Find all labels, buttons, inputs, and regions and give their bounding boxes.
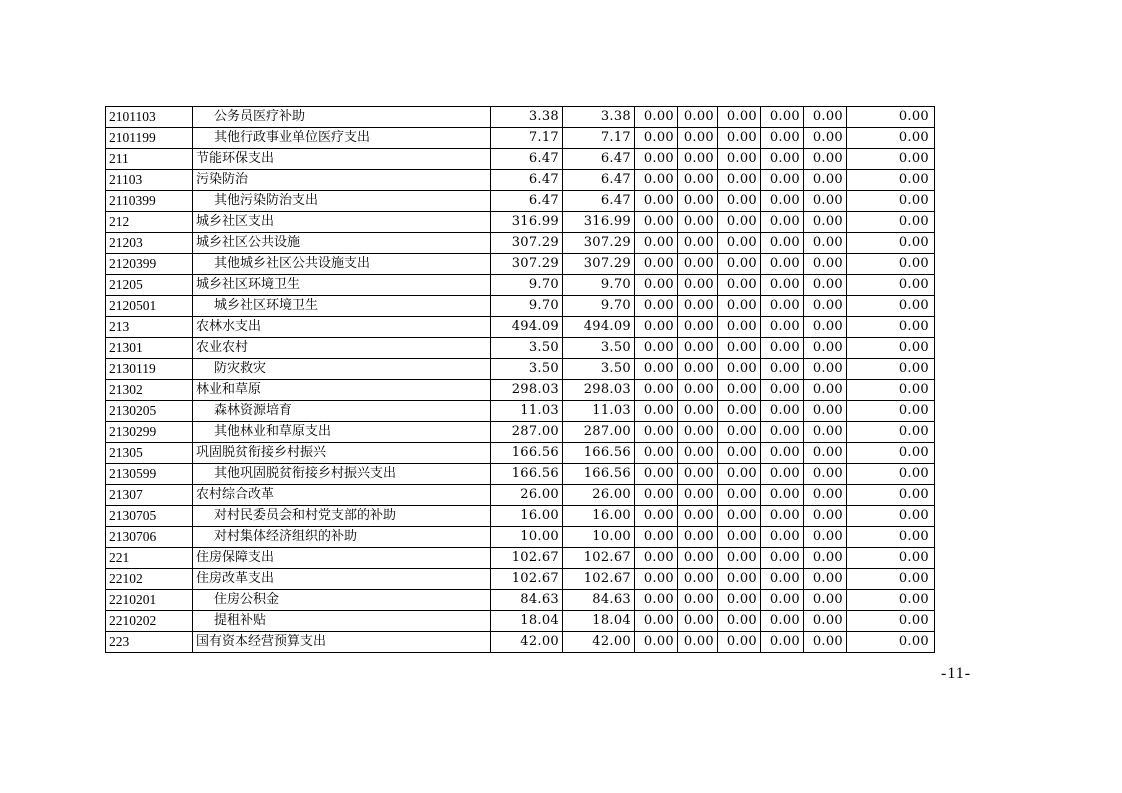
amount-cell: 0.00 bbox=[635, 212, 678, 233]
amount-cell: 0.00 bbox=[678, 527, 718, 548]
total-amount-cell: 3.38 bbox=[491, 107, 563, 128]
function-name-cell: 城乡社区环境卫生 bbox=[193, 296, 491, 317]
total-amount-cell: 18.04 bbox=[491, 611, 563, 632]
amount-cell: 0.00 bbox=[678, 590, 718, 611]
amount-cell: 0.00 bbox=[678, 317, 718, 338]
amount-cell: 0.00 bbox=[718, 191, 761, 212]
amount-cell: 287.00 bbox=[563, 422, 635, 443]
amount-cell: 9.70 bbox=[563, 275, 635, 296]
table-row bbox=[106, 296, 935, 317]
function-name-cell: 城乡社区公共设施 bbox=[193, 233, 491, 254]
amount-cell: 0.00 bbox=[718, 338, 761, 359]
total-amount-cell: 26.00 bbox=[491, 485, 563, 506]
amount-cell: 0.00 bbox=[761, 149, 804, 170]
amount-cell: 0.00 bbox=[761, 401, 804, 422]
amount-cell: 0.00 bbox=[718, 611, 761, 632]
function-name-cell: 其他行政事业单位医疗支出 bbox=[193, 128, 491, 149]
function-code-cell: 2120501 bbox=[106, 296, 193, 317]
amount-cell: 0.00 bbox=[847, 170, 935, 191]
total-amount-cell: 84.63 bbox=[491, 590, 563, 611]
amount-cell: 0.00 bbox=[847, 380, 935, 401]
function-code-cell: 2130205 bbox=[106, 401, 193, 422]
function-code-cell: 2210202 bbox=[106, 611, 193, 632]
amount-cell: 0.00 bbox=[635, 338, 678, 359]
total-amount-cell: 307.29 bbox=[491, 233, 563, 254]
function-name-cell: 对村集体经济组织的补助 bbox=[193, 527, 491, 548]
amount-cell: 0.00 bbox=[678, 506, 718, 527]
amount-cell: 0.00 bbox=[847, 485, 935, 506]
table-row bbox=[106, 527, 935, 548]
amount-cell: 0.00 bbox=[635, 191, 678, 212]
amount-cell: 0.00 bbox=[847, 107, 935, 128]
amount-cell: 0.00 bbox=[635, 149, 678, 170]
total-amount-cell: 7.17 bbox=[491, 128, 563, 149]
function-code-cell: 2120399 bbox=[106, 254, 193, 275]
amount-cell: 0.00 bbox=[761, 128, 804, 149]
total-amount-cell: 287.00 bbox=[491, 422, 563, 443]
table-row bbox=[106, 485, 935, 506]
amount-cell: 0.00 bbox=[847, 359, 935, 380]
amount-cell: 0.00 bbox=[761, 611, 804, 632]
total-amount-cell: 6.47 bbox=[491, 170, 563, 191]
amount-cell: 0.00 bbox=[678, 380, 718, 401]
amount-cell: 102.67 bbox=[563, 569, 635, 590]
amount-cell: 0.00 bbox=[678, 401, 718, 422]
amount-cell: 494.09 bbox=[563, 317, 635, 338]
table-row bbox=[106, 128, 935, 149]
amount-cell: 0.00 bbox=[847, 401, 935, 422]
amount-cell: 7.17 bbox=[563, 128, 635, 149]
function-name-cell: 城乡社区支出 bbox=[193, 212, 491, 233]
function-code-cell: 2101103 bbox=[106, 107, 193, 128]
amount-cell: 0.00 bbox=[678, 443, 718, 464]
amount-cell: 0.00 bbox=[718, 317, 761, 338]
amount-cell: 42.00 bbox=[563, 632, 635, 653]
amount-cell: 0.00 bbox=[635, 485, 678, 506]
amount-cell: 0.00 bbox=[635, 443, 678, 464]
amount-cell: 0.00 bbox=[678, 632, 718, 653]
amount-cell: 3.38 bbox=[563, 107, 635, 128]
amount-cell: 0.00 bbox=[847, 464, 935, 485]
amount-cell: 0.00 bbox=[847, 443, 935, 464]
amount-cell: 0.00 bbox=[635, 527, 678, 548]
amount-cell: 0.00 bbox=[761, 107, 804, 128]
amount-cell: 9.70 bbox=[563, 296, 635, 317]
amount-cell: 0.00 bbox=[718, 128, 761, 149]
amount-cell: 0.00 bbox=[761, 233, 804, 254]
amount-cell: 0.00 bbox=[847, 338, 935, 359]
function-name-cell: 节能环保支出 bbox=[193, 149, 491, 170]
amount-cell: 0.00 bbox=[804, 317, 847, 338]
table-row bbox=[106, 401, 935, 422]
amount-cell: 0.00 bbox=[761, 485, 804, 506]
amount-cell: 3.50 bbox=[563, 359, 635, 380]
function-code-cell: 21205 bbox=[106, 275, 193, 296]
function-code-cell: 213 bbox=[106, 317, 193, 338]
amount-cell: 0.00 bbox=[804, 233, 847, 254]
function-name-cell: 对村民委员会和村党支部的补助 bbox=[193, 506, 491, 527]
table-row bbox=[106, 149, 935, 170]
amount-cell: 0.00 bbox=[761, 422, 804, 443]
amount-cell: 298.03 bbox=[563, 380, 635, 401]
function-code-cell: 223 bbox=[106, 632, 193, 653]
total-amount-cell: 3.50 bbox=[491, 359, 563, 380]
amount-cell: 0.00 bbox=[804, 191, 847, 212]
amount-cell: 0.00 bbox=[718, 401, 761, 422]
function-name-cell: 巩固脱贫衔接乡村振兴 bbox=[193, 443, 491, 464]
amount-cell: 3.50 bbox=[563, 338, 635, 359]
table-row bbox=[106, 548, 935, 569]
table-row bbox=[106, 569, 935, 590]
amount-cell: 316.99 bbox=[563, 212, 635, 233]
total-amount-cell: 10.00 bbox=[491, 527, 563, 548]
total-amount-cell: 9.70 bbox=[491, 275, 563, 296]
amount-cell: 0.00 bbox=[718, 590, 761, 611]
total-amount-cell: 102.67 bbox=[491, 548, 563, 569]
amount-cell: 0.00 bbox=[718, 527, 761, 548]
amount-cell: 0.00 bbox=[635, 590, 678, 611]
function-name-cell: 其他城乡社区公共设施支出 bbox=[193, 254, 491, 275]
amount-cell: 0.00 bbox=[847, 611, 935, 632]
amount-cell: 166.56 bbox=[563, 464, 635, 485]
table-row bbox=[106, 170, 935, 191]
amount-cell: 0.00 bbox=[847, 317, 935, 338]
table-row bbox=[106, 107, 935, 128]
function-name-cell: 污染防治 bbox=[193, 170, 491, 191]
function-name-cell: 林业和草原 bbox=[193, 380, 491, 401]
function-name-cell: 农村综合改革 bbox=[193, 485, 491, 506]
table-row bbox=[106, 464, 935, 485]
function-code-cell: 21203 bbox=[106, 233, 193, 254]
amount-cell: 0.00 bbox=[635, 128, 678, 149]
total-amount-cell: 316.99 bbox=[491, 212, 563, 233]
total-amount-cell: 166.56 bbox=[491, 464, 563, 485]
amount-cell: 0.00 bbox=[678, 569, 718, 590]
total-amount-cell: 6.47 bbox=[491, 191, 563, 212]
table-row bbox=[106, 611, 935, 632]
function-code-cell: 221 bbox=[106, 548, 193, 569]
table-row bbox=[106, 422, 935, 443]
total-amount-cell: 307.29 bbox=[491, 254, 563, 275]
function-name-cell: 防灾救灾 bbox=[193, 359, 491, 380]
table-row bbox=[106, 317, 935, 338]
amount-cell: 0.00 bbox=[847, 506, 935, 527]
amount-cell: 0.00 bbox=[678, 464, 718, 485]
amount-cell: 0.00 bbox=[761, 506, 804, 527]
function-code-cell: 2130299 bbox=[106, 422, 193, 443]
function-code-cell: 2110399 bbox=[106, 191, 193, 212]
amount-cell: 0.00 bbox=[761, 359, 804, 380]
function-name-cell: 森林资源培育 bbox=[193, 401, 491, 422]
amount-cell: 0.00 bbox=[804, 464, 847, 485]
function-name-cell: 农业农村 bbox=[193, 338, 491, 359]
amount-cell: 0.00 bbox=[635, 107, 678, 128]
amount-cell: 6.47 bbox=[563, 191, 635, 212]
amount-cell: 0.00 bbox=[718, 275, 761, 296]
amount-cell: 0.00 bbox=[718, 443, 761, 464]
amount-cell: 0.00 bbox=[678, 233, 718, 254]
function-code-cell: 212 bbox=[106, 212, 193, 233]
function-name-cell: 国有资本经营预算支出 bbox=[193, 632, 491, 653]
amount-cell: 0.00 bbox=[804, 611, 847, 632]
function-code-cell: 21301 bbox=[106, 338, 193, 359]
amount-cell: 0.00 bbox=[761, 569, 804, 590]
amount-cell: 0.00 bbox=[718, 149, 761, 170]
function-name-cell: 公务员医疗补助 bbox=[193, 107, 491, 128]
amount-cell: 102.67 bbox=[563, 548, 635, 569]
amount-cell: 0.00 bbox=[804, 632, 847, 653]
amount-cell: 0.00 bbox=[635, 233, 678, 254]
amount-cell: 0.00 bbox=[678, 149, 718, 170]
amount-cell: 0.00 bbox=[804, 401, 847, 422]
function-code-cell: 21103 bbox=[106, 170, 193, 191]
table-row bbox=[106, 233, 935, 254]
amount-cell: 0.00 bbox=[761, 254, 804, 275]
amount-cell: 0.00 bbox=[718, 632, 761, 653]
table-row bbox=[106, 254, 935, 275]
amount-cell: 0.00 bbox=[718, 422, 761, 443]
amount-cell: 0.00 bbox=[718, 254, 761, 275]
function-name-cell: 住房改革支出 bbox=[193, 569, 491, 590]
amount-cell: 0.00 bbox=[847, 569, 935, 590]
amount-cell: 0.00 bbox=[678, 338, 718, 359]
total-amount-cell: 166.56 bbox=[491, 443, 563, 464]
amount-cell: 0.00 bbox=[761, 464, 804, 485]
amount-cell: 0.00 bbox=[678, 296, 718, 317]
function-code-cell: 2130705 bbox=[106, 506, 193, 527]
amount-cell: 0.00 bbox=[804, 548, 847, 569]
amount-cell: 0.00 bbox=[847, 128, 935, 149]
amount-cell: 0.00 bbox=[847, 422, 935, 443]
budget-table bbox=[105, 106, 935, 653]
amount-cell: 0.00 bbox=[635, 380, 678, 401]
function-code-cell: 2130599 bbox=[106, 464, 193, 485]
function-code-cell: 2101199 bbox=[106, 128, 193, 149]
amount-cell: 0.00 bbox=[635, 296, 678, 317]
table-row bbox=[106, 212, 935, 233]
amount-cell: 84.63 bbox=[563, 590, 635, 611]
page-number: -11- bbox=[941, 665, 972, 682]
table-row bbox=[106, 275, 935, 296]
function-name-cell: 住房公积金 bbox=[193, 590, 491, 611]
amount-cell: 0.00 bbox=[761, 527, 804, 548]
amount-cell: 0.00 bbox=[718, 506, 761, 527]
table-body bbox=[106, 107, 935, 653]
amount-cell: 11.03 bbox=[563, 401, 635, 422]
amount-cell: 0.00 bbox=[635, 401, 678, 422]
amount-cell: 0.00 bbox=[635, 170, 678, 191]
amount-cell: 6.47 bbox=[563, 149, 635, 170]
amount-cell: 0.00 bbox=[635, 422, 678, 443]
amount-cell: 0.00 bbox=[761, 212, 804, 233]
amount-cell: 0.00 bbox=[847, 233, 935, 254]
amount-cell: 0.00 bbox=[804, 422, 847, 443]
amount-cell: 0.00 bbox=[761, 380, 804, 401]
amount-cell: 0.00 bbox=[804, 338, 847, 359]
amount-cell: 0.00 bbox=[635, 632, 678, 653]
amount-cell: 0.00 bbox=[635, 569, 678, 590]
function-code-cell: 21307 bbox=[106, 485, 193, 506]
total-amount-cell: 3.50 bbox=[491, 338, 563, 359]
amount-cell: 0.00 bbox=[678, 359, 718, 380]
total-amount-cell: 11.03 bbox=[491, 401, 563, 422]
amount-cell: 0.00 bbox=[847, 149, 935, 170]
table-row bbox=[106, 590, 935, 611]
amount-cell: 0.00 bbox=[718, 170, 761, 191]
function-code-cell: 2130706 bbox=[106, 527, 193, 548]
amount-cell: 16.00 bbox=[563, 506, 635, 527]
function-code-cell: 21305 bbox=[106, 443, 193, 464]
amount-cell: 18.04 bbox=[563, 611, 635, 632]
amount-cell: 0.00 bbox=[718, 464, 761, 485]
amount-cell: 0.00 bbox=[678, 254, 718, 275]
amount-cell: 0.00 bbox=[718, 548, 761, 569]
function-name-cell: 其他林业和草原支出 bbox=[193, 422, 491, 443]
function-code-cell: 21302 bbox=[106, 380, 193, 401]
amount-cell: 0.00 bbox=[718, 380, 761, 401]
table-row bbox=[106, 443, 935, 464]
amount-cell: 0.00 bbox=[678, 275, 718, 296]
amount-cell: 0.00 bbox=[678, 422, 718, 443]
amount-cell: 0.00 bbox=[678, 107, 718, 128]
amount-cell: 0.00 bbox=[804, 170, 847, 191]
amount-cell: 0.00 bbox=[804, 149, 847, 170]
amount-cell: 0.00 bbox=[718, 233, 761, 254]
amount-cell: 0.00 bbox=[678, 170, 718, 191]
amount-cell: 0.00 bbox=[761, 170, 804, 191]
amount-cell: 0.00 bbox=[678, 485, 718, 506]
table-row bbox=[106, 338, 935, 359]
amount-cell: 0.00 bbox=[635, 317, 678, 338]
amount-cell: 0.00 bbox=[718, 485, 761, 506]
amount-cell: 0.00 bbox=[804, 590, 847, 611]
function-code-cell: 2210201 bbox=[106, 590, 193, 611]
amount-cell: 0.00 bbox=[718, 296, 761, 317]
function-name-cell: 其他巩固脱贫衔接乡村振兴支出 bbox=[193, 464, 491, 485]
table-row bbox=[106, 632, 935, 653]
total-amount-cell: 6.47 bbox=[491, 149, 563, 170]
amount-cell: 0.00 bbox=[635, 611, 678, 632]
amount-cell: 0.00 bbox=[804, 128, 847, 149]
amount-cell: 0.00 bbox=[847, 275, 935, 296]
total-amount-cell: 9.70 bbox=[491, 296, 563, 317]
amount-cell: 0.00 bbox=[804, 443, 847, 464]
amount-cell: 0.00 bbox=[718, 107, 761, 128]
amount-cell: 0.00 bbox=[678, 191, 718, 212]
amount-cell: 0.00 bbox=[804, 359, 847, 380]
table-row bbox=[106, 506, 935, 527]
amount-cell: 0.00 bbox=[718, 212, 761, 233]
amount-cell: 0.00 bbox=[678, 611, 718, 632]
amount-cell: 0.00 bbox=[718, 359, 761, 380]
amount-cell: 0.00 bbox=[761, 317, 804, 338]
amount-cell: 0.00 bbox=[761, 590, 804, 611]
total-amount-cell: 102.67 bbox=[491, 569, 563, 590]
amount-cell: 0.00 bbox=[804, 485, 847, 506]
function-name-cell: 提租补贴 bbox=[193, 611, 491, 632]
amount-cell: 0.00 bbox=[635, 275, 678, 296]
amount-cell: 0.00 bbox=[847, 212, 935, 233]
amount-cell: 307.29 bbox=[563, 254, 635, 275]
amount-cell: 0.00 bbox=[804, 275, 847, 296]
amount-cell: 0.00 bbox=[761, 632, 804, 653]
amount-cell: 0.00 bbox=[804, 212, 847, 233]
function-code-cell: 211 bbox=[106, 149, 193, 170]
amount-cell: 0.00 bbox=[847, 296, 935, 317]
function-code-cell: 22102 bbox=[106, 569, 193, 590]
amount-cell: 0.00 bbox=[678, 128, 718, 149]
amount-cell: 166.56 bbox=[563, 443, 635, 464]
amount-cell: 0.00 bbox=[678, 212, 718, 233]
table-row bbox=[106, 191, 935, 212]
amount-cell: 0.00 bbox=[847, 254, 935, 275]
amount-cell: 10.00 bbox=[563, 527, 635, 548]
amount-cell: 0.00 bbox=[804, 380, 847, 401]
table-row bbox=[106, 380, 935, 401]
amount-cell: 0.00 bbox=[804, 569, 847, 590]
amount-cell: 0.00 bbox=[718, 569, 761, 590]
amount-cell: 0.00 bbox=[678, 548, 718, 569]
amount-cell: 0.00 bbox=[804, 506, 847, 527]
amount-cell: 0.00 bbox=[761, 443, 804, 464]
total-amount-cell: 16.00 bbox=[491, 506, 563, 527]
amount-cell: 0.00 bbox=[847, 590, 935, 611]
amount-cell: 0.00 bbox=[804, 254, 847, 275]
amount-cell: 0.00 bbox=[761, 275, 804, 296]
function-name-cell: 农林水支出 bbox=[193, 317, 491, 338]
amount-cell: 0.00 bbox=[804, 107, 847, 128]
amount-cell: 0.00 bbox=[635, 359, 678, 380]
amount-cell: 0.00 bbox=[847, 632, 935, 653]
amount-cell: 0.00 bbox=[847, 548, 935, 569]
function-name-cell: 其他污染防治支出 bbox=[193, 191, 491, 212]
total-amount-cell: 298.03 bbox=[491, 380, 563, 401]
amount-cell: 0.00 bbox=[761, 191, 804, 212]
table-row bbox=[106, 359, 935, 380]
amount-cell: 0.00 bbox=[847, 191, 935, 212]
amount-cell: 0.00 bbox=[635, 506, 678, 527]
function-code-cell: 2130119 bbox=[106, 359, 193, 380]
total-amount-cell: 42.00 bbox=[491, 632, 563, 653]
amount-cell: 0.00 bbox=[761, 548, 804, 569]
total-amount-cell: 494.09 bbox=[491, 317, 563, 338]
function-name-cell: 住房保障支出 bbox=[193, 548, 491, 569]
amount-cell: 0.00 bbox=[761, 338, 804, 359]
amount-cell: 0.00 bbox=[635, 254, 678, 275]
amount-cell: 0.00 bbox=[847, 527, 935, 548]
amount-cell: 6.47 bbox=[563, 170, 635, 191]
amount-cell: 0.00 bbox=[804, 296, 847, 317]
amount-cell: 0.00 bbox=[804, 527, 847, 548]
amount-cell: 26.00 bbox=[563, 485, 635, 506]
amount-cell: 0.00 bbox=[635, 464, 678, 485]
function-name-cell: 城乡社区环境卫生 bbox=[193, 275, 491, 296]
amount-cell: 0.00 bbox=[635, 548, 678, 569]
amount-cell: 307.29 bbox=[563, 233, 635, 254]
amount-cell: 0.00 bbox=[761, 296, 804, 317]
